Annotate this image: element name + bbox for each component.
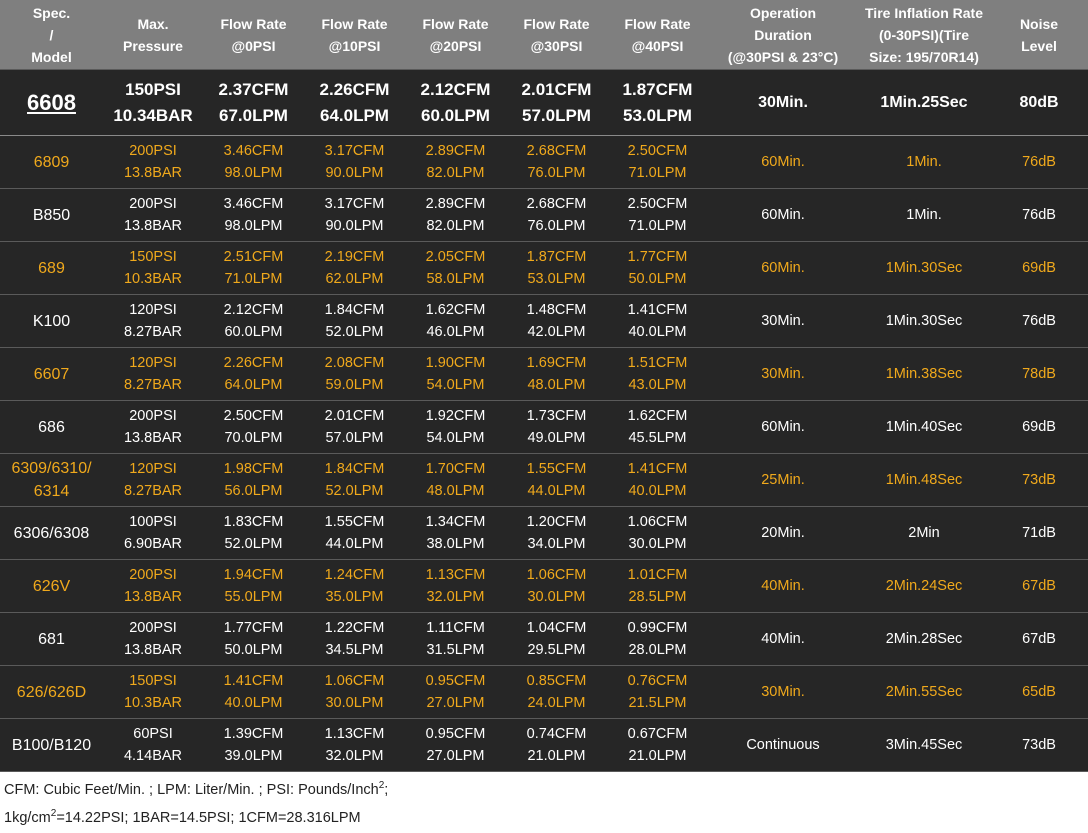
flow-20psi-cell: 1.11CFM 31.5LPM [405,613,506,666]
model-cell: B100/B120 [0,719,103,772]
footnote-conversions: $1kg/cm^2=14.22PSI$; 1BAR=14.5PSI; 1CFM=28.316LPM [4,808,361,826]
table-row [0,242,1088,295]
inflation-cell: 1Min. [858,136,990,189]
pressure-cell: 150PSI 10.3BAR [103,666,203,719]
flow-30psi-cell: 1.06CFM 30.0LPM [506,560,607,613]
noise-cell: 76dB [990,189,1088,242]
featured-flow-10psi: 2.26CFM 64.0LPM [304,70,405,136]
flow-30psi-cell: 1.73CFM 49.0LPM [506,401,607,454]
model-cell: 681 [0,613,103,666]
header-flow-30psi: Flow Rate @30PSI [506,0,607,70]
flow-10psi-cell: 1.55CFM 44.0LPM [304,507,405,560]
inflation-cell: 2Min.24Sec [858,560,990,613]
header-operation-duration: Operation Duration (@30PSI & 23°C) [708,0,858,70]
flow-10psi-cell: 1.06CFM 30.0LPM [304,666,405,719]
model-cell: 686 [0,401,103,454]
flow-0psi-cell: 3.46CFM 98.0LPM [203,136,304,189]
pressure-cell: 200PSI 13.8BAR [103,401,203,454]
pressure-cell: 120PSI 8.27BAR [103,454,203,507]
flow-10psi-cell: 1.13CFM 32.0LPM [304,719,405,772]
model-cell: K100 [0,295,103,348]
flow-40psi-cell: 1.51CFM 43.0LPM [607,348,708,401]
flow-40psi-cell: 1.77CFM 50.0LPM [607,242,708,295]
flow-0psi-cell: 2.12CFM 60.0LPM [203,295,304,348]
flow-40psi-cell: 0.76CFM 21.5LPM [607,666,708,719]
inflation-cell: 1Min.30Sec [858,295,990,348]
table-row [0,666,1088,719]
duration-cell: 40Min. [708,613,858,666]
flow-10psi-cell: 1.24CFM 35.0LPM [304,560,405,613]
duration-cell: 25Min. [708,454,858,507]
table-body [0,70,1088,772]
duration-cell: 30Min. [708,348,858,401]
flow-40psi-cell: 1.06CFM 30.0LPM [607,507,708,560]
flow-10psi-cell: 3.17CFM 90.0LPM [304,189,405,242]
featured-model: 6608 [0,70,103,136]
flow-10psi-cell: 1.84CFM 52.0LPM [304,454,405,507]
flow-20psi-cell: 2.89CFM 82.0LPM [405,189,506,242]
flow-30psi-cell: 2.68CFM 76.0LPM [506,136,607,189]
model-cell: 689 [0,242,103,295]
header-max-pressure: Max. Pressure [103,0,203,70]
header-flow-20psi: Flow Rate @20PSI [405,0,506,70]
model-cell: 6809 [0,136,103,189]
pressure-cell: 200PSI 13.8BAR [103,189,203,242]
inflation-cell: 2Min.28Sec [858,613,990,666]
flow-0psi-cell: 1.41CFM 40.0LPM [203,666,304,719]
table-row [0,189,1088,242]
duration-cell: 30Min. [708,666,858,719]
pressure-cell: 200PSI 13.8BAR [103,560,203,613]
inflation-cell: 2Min [858,507,990,560]
flow-20psi-cell: 1.62CFM 46.0LPM [405,295,506,348]
model-cell: 6306/6308 [0,507,103,560]
header-noise-level: Noise Level [990,0,1088,70]
flow-30psi-cell: 0.74CFM 21.0LPM [506,719,607,772]
header-inflation-rate: Tire Inflation Rate (0-30PSI)(Tire Size: 195/70R14) [858,0,990,70]
flow-30psi-cell: 1.55CFM 44.0LPM [506,454,607,507]
flow-10psi-cell: 2.01CFM 57.0LPM [304,401,405,454]
flow-20psi-cell: 1.34CFM 38.0LPM [405,507,506,560]
flow-30psi-cell: 0.85CFM 24.0LPM [506,666,607,719]
table-row [0,454,1088,507]
flow-10psi-cell: 2.08CFM 59.0LPM [304,348,405,401]
flow-30psi-cell: 1.69CFM 48.0LPM [506,348,607,401]
model-cell: 626V [0,560,103,613]
featured-duration: 30Min. [708,70,858,136]
table-row [0,507,1088,560]
flow-30psi-cell: 1.87CFM 53.0LPM [506,242,607,295]
flow-40psi-cell: 2.50CFM 71.0LPM [607,136,708,189]
flow-20psi-cell: 1.70CFM 48.0LPM [405,454,506,507]
duration-cell: 60Min. [708,401,858,454]
model-cell: 6607 [0,348,103,401]
flow-20psi-cell: 1.13CFM 32.0LPM [405,560,506,613]
table-row [0,348,1088,401]
featured-inflation: 1Min.25Sec [858,70,990,136]
flow-10psi-cell: 1.22CFM 34.5LPM [304,613,405,666]
flow-30psi-cell: 1.20CFM 34.0LPM [506,507,607,560]
noise-cell: 76dB [990,295,1088,348]
featured-noise: 80dB [990,70,1088,136]
pressure-cell: 200PSI 13.8BAR [103,136,203,189]
duration-cell: 60Min. [708,189,858,242]
footnotes [4,776,388,832]
featured-flow-20psi: 2.12CFM 60.0LPM [405,70,506,136]
inflation-cell: 1Min.30Sec [858,242,990,295]
table-row [0,719,1088,772]
duration-cell: 40Min. [708,560,858,613]
flow-0psi-cell: 2.26CFM 64.0LPM [203,348,304,401]
featured-pressure: 150PSI 10.34BAR [103,70,203,136]
flow-0psi-cell: 1.83CFM 52.0LPM [203,507,304,560]
flow-40psi-cell: 2.50CFM 71.0LPM [607,189,708,242]
flow-20psi-cell: 2.89CFM 82.0LPM [405,136,506,189]
inflation-cell: 1Min.40Sec [858,401,990,454]
header-row [0,0,1088,70]
table-row [0,613,1088,666]
noise-cell: 73dB [990,454,1088,507]
flow-20psi-cell: 1.90CFM 54.0LPM [405,348,506,401]
header-flow-40psi: Flow Rate @40PSI [607,0,708,70]
duration-cell: 20Min. [708,507,858,560]
inflation-cell: 3Min.45Sec [858,719,990,772]
flow-20psi-cell: 2.05CFM 58.0LPM [405,242,506,295]
model-cell: B850 [0,189,103,242]
noise-cell: 65dB [990,666,1088,719]
flow-0psi-cell: 1.94CFM 55.0LPM [203,560,304,613]
header-model: Spec. / Model [0,0,103,70]
flow-10psi-cell: 3.17CFM 90.0LPM [304,136,405,189]
duration-cell: 60Min. [708,136,858,189]
noise-cell: 69dB [990,401,1088,454]
flow-20psi-cell: 1.92CFM 54.0LPM [405,401,506,454]
flow-40psi-cell: 1.62CFM 45.5LPM [607,401,708,454]
pressure-cell: 150PSI 10.3BAR [103,242,203,295]
flow-30psi-cell: 1.48CFM 42.0LPM [506,295,607,348]
inflation-cell: 1Min. [858,189,990,242]
duration-cell: 30Min. [708,295,858,348]
flow-0psi-cell: 1.39CFM 39.0LPM [203,719,304,772]
model-cell: 626/626D [0,666,103,719]
table-row [0,136,1088,189]
noise-cell: 78dB [990,348,1088,401]
noise-cell: 67dB [990,613,1088,666]
inflation-cell: 1Min.38Sec [858,348,990,401]
footnote-units: CFM: Cubic Feet/Min. ; LPM: Liter/Min. ; PSI: Pounds/Inch$^2$; [4,780,389,798]
noise-cell: 71dB [990,507,1088,560]
flow-0psi-cell: 1.77CFM 50.0LPM [203,613,304,666]
featured-flow-0psi: 2.37CFM 67.0LPM [203,70,304,136]
flow-40psi-cell: 1.01CFM 28.5LPM [607,560,708,613]
pressure-cell: 120PSI 8.27BAR [103,348,203,401]
flow-40psi-cell: 1.41CFM 40.0LPM [607,295,708,348]
duration-cell: 60Min. [708,242,858,295]
flow-40psi-cell: 0.99CFM 28.0LPM [607,613,708,666]
noise-cell: 67dB [990,560,1088,613]
flow-10psi-cell: 1.84CFM 52.0LPM [304,295,405,348]
header-flow-10psi: Flow Rate @10PSI [304,0,405,70]
flow-20psi-cell: 0.95CFM 27.0LPM [405,666,506,719]
table-row [0,560,1088,613]
flow-40psi-cell: 0.67CFM 21.0LPM [607,719,708,772]
table-row [0,401,1088,454]
flow-20psi-cell: 0.95CFM 27.0LPM [405,719,506,772]
featured-flow-40psi: 1.87CFM 53.0LPM [607,70,708,136]
pressure-cell: 60PSI 4.14BAR [103,719,203,772]
flow-30psi-cell: 1.04CFM 29.5LPM [506,613,607,666]
flow-0psi-cell: 2.50CFM 70.0LPM [203,401,304,454]
flow-10psi-cell: 2.19CFM 62.0LPM [304,242,405,295]
pressure-cell: 100PSI 6.90BAR [103,507,203,560]
header-flow-0psi: Flow Rate @0PSI [203,0,304,70]
flow-0psi-cell: 2.51CFM 71.0LPM [203,242,304,295]
flow-40psi-cell: 1.41CFM 40.0LPM [607,454,708,507]
inflation-cell: 2Min.55Sec [858,666,990,719]
inflation-cell: 1Min.48Sec [858,454,990,507]
noise-cell: 69dB [990,242,1088,295]
flow-0psi-cell: 3.46CFM 98.0LPM [203,189,304,242]
featured-flow-30psi: 2.01CFM 57.0LPM [506,70,607,136]
noise-cell: 73dB [990,719,1088,772]
table-row [0,295,1088,348]
flow-30psi-cell: 2.68CFM 76.0LPM [506,189,607,242]
model-cell: 6309/6310/ 6314 [0,454,103,507]
flow-0psi-cell: 1.98CFM 56.0LPM [203,454,304,507]
duration-cell: Continuous [708,719,858,772]
pressure-cell: 200PSI 13.8BAR [103,613,203,666]
noise-cell: 76dB [990,136,1088,189]
pressure-cell: 120PSI 8.27BAR [103,295,203,348]
featured-row [0,70,1088,136]
